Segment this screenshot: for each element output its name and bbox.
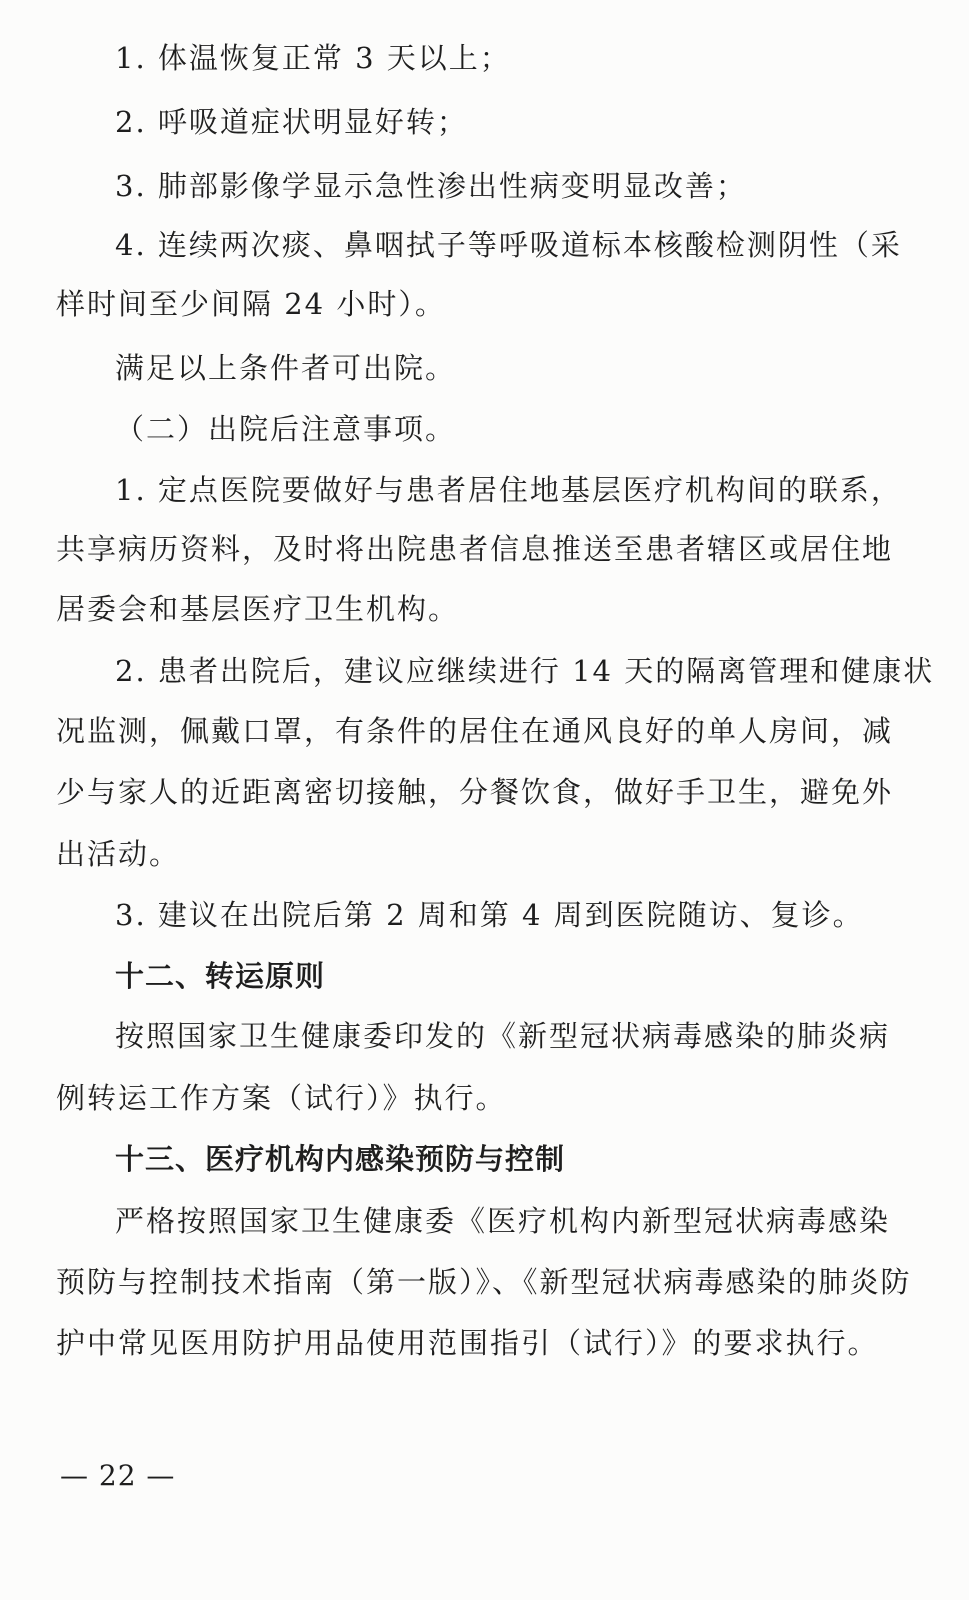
paragraph-line: 预防与控制技术指南（第一版）》、《新型冠状病毒感染的肺炎防 bbox=[56, 1265, 912, 1299]
paragraph-line: 样时间至少间隔 24 小时）。 bbox=[56, 287, 446, 321]
paragraph-line: 3. 建议在出院后第 2 周和第 4 周到医院随访、复诊。 bbox=[115, 898, 864, 932]
paragraph-line: 出活动。 bbox=[56, 837, 181, 871]
paragraph-line: 共享病历资料，及时将出院患者信息推送至患者辖区或居住地 bbox=[56, 532, 894, 566]
section-heading-13: 十三、医疗机构内感染预防与控制 bbox=[115, 1142, 566, 1176]
paragraph-line: 少与家人的近距离密切接触，分餐饮食，做好手卫生，避免外 bbox=[56, 775, 894, 809]
paragraph-line: 况监测，佩戴口罩，有条件的居住在通风良好的单人房间，减 bbox=[56, 714, 894, 748]
paragraph-line: 1. 体温恢复正常 3 天以上； bbox=[115, 41, 511, 75]
paragraph-line: 2. 患者出院后，建议应继续进行 14 天的隔离管理和健康状 bbox=[115, 654, 935, 688]
paragraph-line: 3. 肺部影像学显示急性渗出性病变明显改善； bbox=[115, 169, 747, 203]
section-heading-12: 十二、转运原则 bbox=[115, 959, 326, 993]
page-number: — 22 — bbox=[60, 1459, 176, 1492]
paragraph-line: 4. 连续两次痰、鼻咽拭子等呼吸道标本核酸检测阴性（采 bbox=[115, 228, 902, 262]
paragraph-line: 1. 定点医院要做好与患者居住地基层医疗机构间的联系， bbox=[115, 473, 902, 507]
paragraph-line: 护中常见医用防护用品使用范围指引（试行）》的要求执行。 bbox=[56, 1326, 879, 1360]
paragraph-line: 例转运工作方案（试行）》执行。 bbox=[56, 1081, 507, 1115]
paragraph-line: 按照国家卫生健康委印发的《新型冠状病毒感染的肺炎病 bbox=[115, 1019, 891, 1053]
section-subheading: （二）出院后注意事项。 bbox=[115, 412, 457, 446]
paragraph-line: 2. 呼吸道症状明显好转； bbox=[115, 105, 468, 139]
paragraph-line: 满足以上条件者可出院。 bbox=[115, 351, 457, 385]
paragraph-line: 严格按照国家卫生健康委《医疗机构内新型冠状病毒感染 bbox=[115, 1204, 891, 1238]
paragraph-line: 居委会和基层医疗卫生机构。 bbox=[56, 592, 460, 626]
